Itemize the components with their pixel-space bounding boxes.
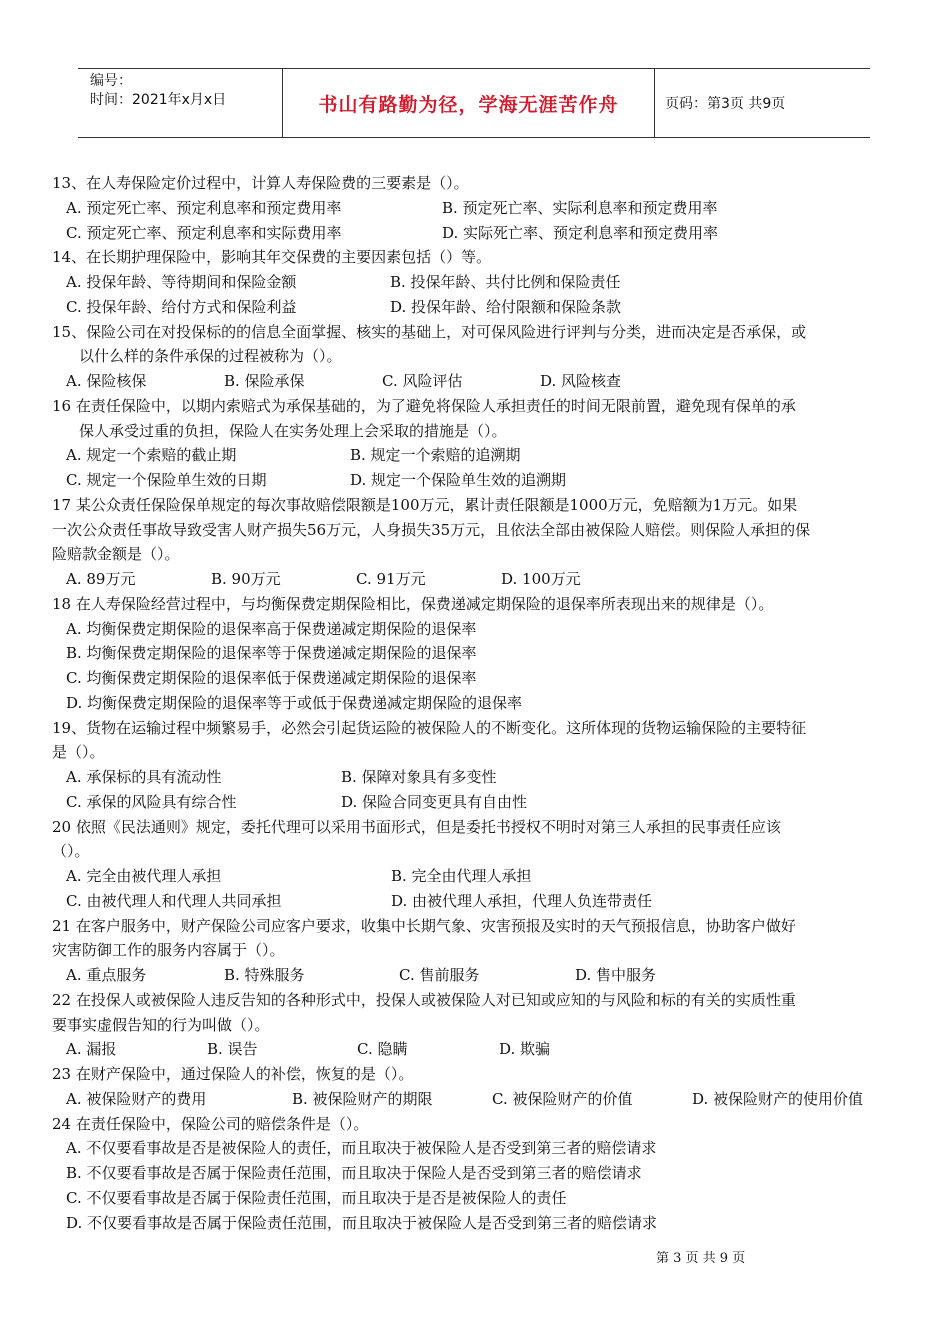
option-row	[52, 369, 902, 394]
option-a: A. 被保险财产的费用	[66, 1089, 207, 1108]
option-c: C. 不仅要看事故是否属于保险责任范围，而且取决于是否是被保险人的责任	[66, 1188, 567, 1207]
question-text-line: 17 某公众责任保险保单规定的每次事故赔偿限额是100万元，累计责任限额是1000万元，免赔额为1万元。如果	[52, 495, 798, 514]
option-row	[52, 468, 902, 493]
option-c: C. 由被代理人和代理人共同承担	[66, 891, 282, 910]
number-label: 编号：	[90, 73, 132, 89]
option-row	[52, 221, 902, 246]
question-text-line: 以什么样的条件承保的过程被称为（）。	[79, 347, 342, 366]
question-22	[52, 988, 902, 1062]
option-c: C. 投保年龄、给付方式和保险利益	[66, 297, 297, 316]
option-row	[52, 617, 902, 642]
option-row	[52, 1087, 902, 1112]
question-17	[52, 493, 902, 592]
option-d: D. 被保险财产的使用价值	[692, 1089, 864, 1108]
page-header	[78, 68, 870, 138]
question-text-line: 一次公众责任事故导致受害人财产损失56万元，人身损失35万元，且依法全部由被保险人赔偿。则保险人承担的保	[52, 520, 811, 539]
page-info: 页码：第3页 共9页	[665, 96, 786, 112]
option-d: D. 100万元	[501, 570, 581, 588]
page-footer: 第 3 页 共 9 页	[656, 1251, 746, 1266]
question-14	[52, 245, 902, 319]
option-d: D. 投保年龄、给付限额和保险条款	[390, 297, 622, 316]
question-text-line: 15、保险公司在对投保标的的信息全面掌握、核实的基础上，对可保风险进行评判与分类，进而决定是否承保，或	[52, 322, 807, 341]
question-list	[52, 171, 902, 1235]
option-a: A. 承保标的具有流动性	[66, 768, 222, 786]
question-18	[52, 592, 902, 716]
option-b: B. 预定死亡率、实际利息率和预定费用率	[442, 198, 718, 217]
option-row	[52, 1037, 902, 1062]
motto: 书山有路勤为径，学海无涯苦作舟	[318, 93, 619, 116]
option-d: D. 规定一个保险单生效的追溯期	[350, 471, 567, 489]
question-13	[52, 171, 902, 245]
option-d: D. 不仅要看事故是否属于保险责任范围，而且取决于被保险人是否受到第三者的赔偿请求	[66, 1213, 658, 1232]
option-a: A. 不仅要看事故是否是被保险人的责任，而且取决于被保险人是否受到第三者的赔偿请求	[66, 1139, 657, 1158]
option-row	[52, 864, 902, 889]
option-c: C. 隐瞒	[357, 1040, 408, 1059]
question-text-line: 险赔款金额是（）。	[52, 545, 180, 564]
question-21	[52, 914, 902, 988]
question-text-line: 23 在财产保险中，通过保险人的补偿，恢复的是（）。	[52, 1065, 414, 1083]
option-c: C. 售前服务	[399, 966, 480, 984]
option-b: B. 投保年龄、共付比例和保险责任	[390, 273, 621, 291]
question-text-line: 是（）。	[52, 743, 105, 762]
option-c: C. 承保的风险具有综合性	[66, 792, 237, 811]
option-c: C. 91万元	[356, 570, 426, 588]
option-b: B. 规定一个索赔的追溯期	[350, 446, 521, 465]
question-text-line: 13、在人寿保险定价过程中，计算人寿保险费的三要素是（）。	[52, 174, 469, 192]
option-row	[52, 1161, 902, 1186]
option-row	[52, 765, 902, 790]
option-d: D. 欺骗	[499, 1040, 551, 1059]
option-d: D. 风险核查	[540, 372, 622, 390]
question-text-line: 19、货物在运输过程中频繁易手，必然会引起货运险的被保险人的不断变化。这所体现的货物运输保险的主要特征	[52, 718, 807, 737]
option-a: A. 规定一个索赔的截止期	[66, 446, 237, 465]
option-a: A. 完全由被代理人承担	[66, 867, 222, 885]
option-a: A. 均衡保费定期保险的退保率高于保费递减定期保险的退保率	[66, 619, 477, 638]
question-text-line: 24 在责任保险中，保险公司的赔偿条件是（）。	[52, 1114, 369, 1133]
option-row	[52, 889, 902, 914]
option-d: D. 售中服务	[575, 966, 657, 984]
option-c: C. 均衡保费定期保险的退保率低于保费递减定期保险的退保率	[66, 669, 477, 687]
option-b: B. 特殊服务	[224, 966, 305, 984]
option-a: A. 89万元	[66, 570, 136, 588]
question-20	[52, 815, 902, 914]
option-c: C. 规定一个保险单生效的日期	[66, 471, 267, 489]
option-b: B. 被保险财产的期限	[292, 1089, 433, 1108]
option-row	[52, 1211, 902, 1236]
question-24	[52, 1112, 902, 1236]
option-b: B. 保险承保	[224, 372, 305, 390]
time-label: 时间：2021年x月x日	[90, 92, 227, 108]
question-text-line: 要事实虚假告知的行为叫做（）。	[52, 1015, 270, 1034]
option-a: A. 投保年龄、等待期间和保险金额	[66, 273, 297, 291]
option-row	[52, 1136, 902, 1161]
question-text-line: 22 在投保人或被保险人违反告知的各种形式中，投保人或被保险人对已知或应知的与风险和标的有关的实质性重	[52, 990, 796, 1009]
option-d: D. 均衡保费定期保险的退保率等于或低于保费递减定期保险的退保率	[66, 693, 523, 712]
option-row	[52, 295, 902, 320]
header-meta	[78, 69, 283, 137]
question-text-line: 21 在客户服务中，财产保险公司应客户要求，收集中长期气象、灾害预报及实时的天气预报信息，协助客户做好	[52, 916, 796, 935]
option-b: B. 不仅要看事故是否属于保险责任范围，而且取决于保险人是否受到第三者的赔偿请求	[66, 1164, 642, 1182]
question-15	[52, 320, 902, 394]
option-d: D. 由被代理人承担，代理人负连带责任	[391, 891, 653, 910]
question-text-line: 18 在人寿保险经营过程中，与均衡保费定期保险相比，保费递减定期保险的退保率所表现出来的规律是（）。	[52, 594, 774, 613]
question-text-line: 20 依照《民法通则》规定，委托代理可以采用书面形式，但是委托书授权不明时对第三人承担的民事责任应该	[52, 817, 781, 836]
option-b: B. 均衡保费定期保险的退保率等于保费递减定期保险的退保率	[66, 644, 477, 663]
question-text-line: 14、在长期护理保险中，影响其年交保费的主要因素包括（）等。	[52, 248, 492, 267]
option-c: C. 风险评估	[382, 372, 463, 390]
header-page-cell	[655, 69, 870, 137]
option-a: A. 保险核保	[66, 372, 147, 390]
option-a: A. 重点服务	[66, 966, 147, 984]
header-motto-cell	[283, 69, 655, 137]
question-text-line: 灾害防御工作的服务内容属于（）。	[52, 941, 285, 960]
option-b: B. 保障对象具有多变性	[341, 768, 497, 786]
option-a: A. 漏报	[66, 1040, 117, 1059]
option-d: D. 保险合同变更具有自由性	[341, 792, 528, 811]
option-c: C. 预定死亡率、预定利息率和实际费用率	[66, 223, 342, 242]
question-text-line: （）。	[52, 842, 90, 861]
option-b: B. 90万元	[211, 570, 281, 588]
option-b: B. 误告	[207, 1040, 258, 1059]
option-row	[52, 666, 902, 691]
option-row	[52, 196, 902, 221]
option-row	[52, 443, 902, 468]
question-19	[52, 716, 902, 815]
question-text-line: 保人承受过重的负担，保险人在实务处理上会采取的措施是（）。	[79, 421, 507, 440]
option-row	[52, 270, 902, 295]
option-row	[52, 1186, 902, 1211]
question-23	[52, 1062, 902, 1112]
option-b: B. 完全由代理人承担	[391, 867, 532, 885]
question-text-line: 16 在责任保险中，以期内索赔式为承保基础的，为了避免将保险人承担责任的时间无限前置，避免现有保单的承	[52, 396, 796, 415]
question-16	[52, 394, 902, 493]
option-row	[52, 567, 902, 592]
option-row	[52, 790, 902, 815]
option-row	[52, 963, 902, 988]
option-d: D. 实际死亡率、预定利息率和预定费用率	[442, 223, 719, 242]
option-c: C. 被保险财产的价值	[492, 1089, 633, 1108]
option-row	[52, 641, 902, 666]
option-a: A. 预定死亡率、预定利息率和预定费用率	[66, 198, 342, 217]
option-row	[52, 691, 902, 716]
